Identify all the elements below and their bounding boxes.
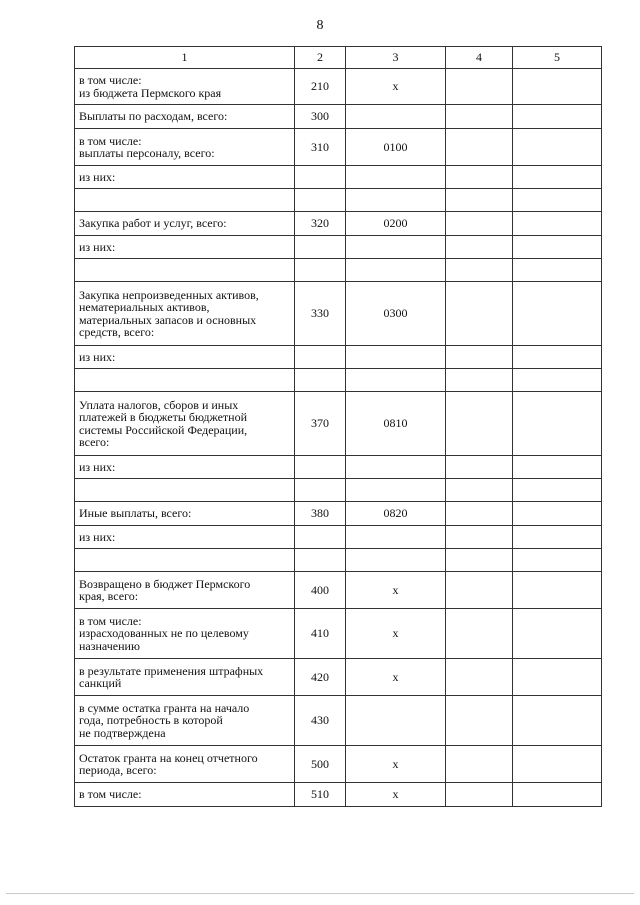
row-line-code: 500 bbox=[295, 746, 346, 783]
row-kosgu-code: х bbox=[346, 783, 446, 807]
header-col-3: 3 bbox=[346, 47, 446, 69]
header-row bbox=[75, 47, 602, 69]
row-name bbox=[75, 479, 295, 502]
row-col4-value bbox=[446, 369, 513, 392]
row-col5-value bbox=[513, 129, 602, 166]
row-line-code bbox=[295, 259, 346, 282]
row-name: Закупка непроизведенных активов, нематериальных активов, материальных запасов и основных средств, всего: bbox=[75, 282, 295, 346]
row-line-code: 310 bbox=[295, 129, 346, 166]
row-col4-value bbox=[446, 166, 513, 189]
row-line-code bbox=[295, 189, 346, 212]
row-col5-value bbox=[513, 502, 602, 526]
row-name bbox=[75, 259, 295, 282]
table-row bbox=[75, 236, 602, 259]
row-line-code: 300 bbox=[295, 105, 346, 129]
row-line-code bbox=[295, 526, 346, 549]
table-row bbox=[75, 392, 602, 456]
row-kosgu-code: х bbox=[346, 572, 446, 609]
row-kosgu-code: х bbox=[346, 609, 446, 659]
row-name: Закупка работ и услуг, всего: bbox=[75, 212, 295, 236]
row-kosgu-code: х bbox=[346, 659, 446, 696]
row-col4-value bbox=[446, 456, 513, 479]
page-number: 8 bbox=[316, 18, 324, 33]
row-name: в том числе: из бюджета Пермского края bbox=[75, 69, 295, 105]
row-line-code bbox=[295, 236, 346, 259]
row-kosgu-code: 0820 bbox=[346, 502, 446, 526]
row-name: из них: bbox=[75, 346, 295, 369]
row-col4-value bbox=[446, 659, 513, 696]
header-col-1: 1 bbox=[75, 47, 295, 69]
row-line-code: 320 bbox=[295, 212, 346, 236]
table-row bbox=[75, 69, 602, 105]
row-col5-value bbox=[513, 746, 602, 783]
row-kosgu-code: х bbox=[346, 746, 446, 783]
row-line-code bbox=[295, 456, 346, 479]
row-line-code bbox=[295, 166, 346, 189]
header-col-4: 4 bbox=[446, 47, 513, 69]
table-row bbox=[75, 129, 602, 166]
row-col5-value bbox=[513, 659, 602, 696]
table-row bbox=[75, 609, 602, 659]
table-row bbox=[75, 346, 602, 369]
row-col5-value bbox=[513, 236, 602, 259]
row-col4-value bbox=[446, 696, 513, 746]
row-name: в том числе: bbox=[75, 783, 295, 807]
row-line-code bbox=[295, 549, 346, 572]
row-col5-value bbox=[513, 479, 602, 502]
row-kosgu-code bbox=[346, 456, 446, 479]
row-kosgu-code: 0200 bbox=[346, 212, 446, 236]
row-kosgu-code bbox=[346, 696, 446, 746]
row-kosgu-code bbox=[346, 259, 446, 282]
row-col4-value bbox=[446, 129, 513, 166]
scan-edge-line bbox=[6, 893, 634, 894]
header-col-2: 2 bbox=[295, 47, 346, 69]
table-row bbox=[75, 479, 602, 502]
row-col4-value bbox=[446, 212, 513, 236]
row-kosgu-code bbox=[346, 549, 446, 572]
row-col4-value bbox=[446, 609, 513, 659]
table-row bbox=[75, 783, 602, 807]
row-kosgu-code: х bbox=[346, 69, 446, 105]
row-name bbox=[75, 189, 295, 212]
row-col5-value bbox=[513, 456, 602, 479]
row-name: из них: bbox=[75, 236, 295, 259]
row-name: Возвращено в бюджет Пермского края, всего: bbox=[75, 572, 295, 609]
row-line-code: 420 bbox=[295, 659, 346, 696]
row-name: Уплата налогов, сборов и иных платежей в бюджеты бюджетной системы Российской Федерации, всего: bbox=[75, 392, 295, 456]
header-col-5: 5 bbox=[513, 47, 602, 69]
row-col5-value bbox=[513, 105, 602, 129]
row-kosgu-code bbox=[346, 479, 446, 502]
row-kosgu-code bbox=[346, 166, 446, 189]
table-row bbox=[75, 696, 602, 746]
row-line-code: 210 bbox=[295, 69, 346, 105]
row-kosgu-code bbox=[346, 346, 446, 369]
row-col5-value bbox=[513, 212, 602, 236]
row-kosgu-code bbox=[346, 105, 446, 129]
row-col4-value bbox=[446, 282, 513, 346]
row-col5-value bbox=[513, 189, 602, 212]
row-line-code bbox=[295, 369, 346, 392]
row-name: Выплаты по расходам, всего: bbox=[75, 105, 295, 129]
row-name: из них: bbox=[75, 166, 295, 189]
row-kosgu-code: 0300 bbox=[346, 282, 446, 346]
row-col5-value bbox=[513, 69, 602, 105]
table-row bbox=[75, 166, 602, 189]
table-row bbox=[75, 572, 602, 609]
row-col5-value bbox=[513, 369, 602, 392]
row-line-code bbox=[295, 346, 346, 369]
row-col4-value bbox=[446, 105, 513, 129]
row-name: в результате применения штрафных санкций bbox=[75, 659, 295, 696]
row-kosgu-code bbox=[346, 526, 446, 549]
table-row bbox=[75, 456, 602, 479]
row-col5-value bbox=[513, 609, 602, 659]
row-name bbox=[75, 369, 295, 392]
table-row bbox=[75, 549, 602, 572]
row-line-code: 380 bbox=[295, 502, 346, 526]
table-row bbox=[75, 502, 602, 526]
row-line-code: 430 bbox=[295, 696, 346, 746]
row-kosgu-code: 0810 bbox=[346, 392, 446, 456]
row-col5-value bbox=[513, 392, 602, 456]
row-line-code: 370 bbox=[295, 392, 346, 456]
row-line-code bbox=[295, 479, 346, 502]
row-col5-value bbox=[513, 346, 602, 369]
row-col4-value bbox=[446, 502, 513, 526]
row-col4-value bbox=[446, 189, 513, 212]
table-row bbox=[75, 282, 602, 346]
row-col5-value bbox=[513, 572, 602, 609]
table-row bbox=[75, 659, 602, 696]
row-line-code: 510 bbox=[295, 783, 346, 807]
row-name bbox=[75, 549, 295, 572]
table-row bbox=[75, 526, 602, 549]
row-name: Иные выплаты, всего: bbox=[75, 502, 295, 526]
row-col5-value bbox=[513, 166, 602, 189]
row-col4-value bbox=[446, 549, 513, 572]
row-kosgu-code bbox=[346, 189, 446, 212]
table-row bbox=[75, 212, 602, 236]
row-name: в том числе: выплаты персоналу, всего: bbox=[75, 129, 295, 166]
row-line-code: 330 bbox=[295, 282, 346, 346]
row-line-code: 400 bbox=[295, 572, 346, 609]
grant-expenditure-table bbox=[74, 46, 602, 807]
row-col4-value bbox=[446, 572, 513, 609]
row-col4-value bbox=[446, 746, 513, 783]
row-col5-value bbox=[513, 549, 602, 572]
table-body bbox=[75, 69, 602, 807]
row-col4-value bbox=[446, 236, 513, 259]
row-col4-value bbox=[446, 69, 513, 105]
row-col4-value bbox=[446, 346, 513, 369]
row-kosgu-code bbox=[346, 369, 446, 392]
row-col4-value bbox=[446, 392, 513, 456]
table-row bbox=[75, 259, 602, 282]
row-name: из них: bbox=[75, 526, 295, 549]
row-name: в сумме остатка гранта на начало года, потребность в которой не подтверждена bbox=[75, 696, 295, 746]
table-row bbox=[75, 189, 602, 212]
row-col5-value bbox=[513, 282, 602, 346]
row-name: в том числе: израсходованных не по целевому назначению bbox=[75, 609, 295, 659]
row-col4-value bbox=[446, 259, 513, 282]
row-col4-value bbox=[446, 479, 513, 502]
row-col5-value bbox=[513, 783, 602, 807]
row-kosgu-code bbox=[346, 236, 446, 259]
row-col5-value bbox=[513, 259, 602, 282]
row-col5-value bbox=[513, 526, 602, 549]
table-row bbox=[75, 369, 602, 392]
row-col4-value bbox=[446, 526, 513, 549]
row-name: из них: bbox=[75, 456, 295, 479]
row-col5-value bbox=[513, 696, 602, 746]
table-row bbox=[75, 105, 602, 129]
row-col4-value bbox=[446, 783, 513, 807]
table-row bbox=[75, 746, 602, 783]
row-name: Остаток гранта на конец отчетного периода, всего: bbox=[75, 746, 295, 783]
row-line-code: 410 bbox=[295, 609, 346, 659]
row-kosgu-code: 0100 bbox=[346, 129, 446, 166]
